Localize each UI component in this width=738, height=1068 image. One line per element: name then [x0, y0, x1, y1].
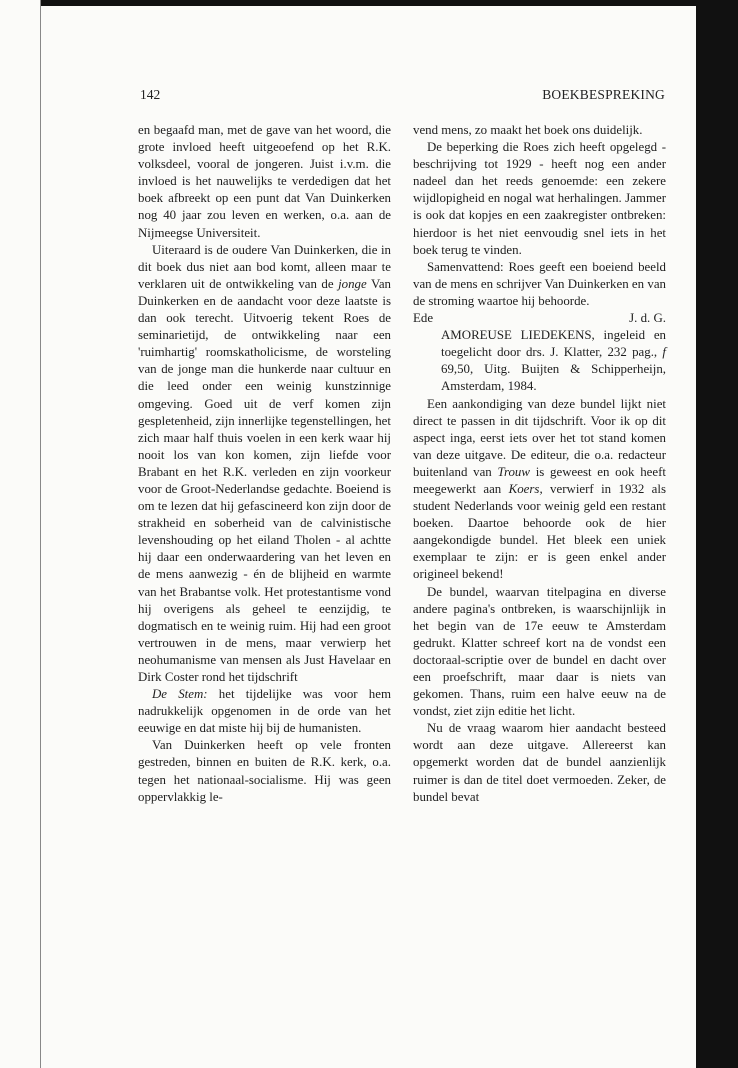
paragraph: Uiteraard is de oudere Van Duinkerken, die in dit boek dus niet aan bod komt, alleen maar te verklaren uit de ontwikkeling van de jonge Van Duinkerken en de aandacht voor deze laatste is dan ook terecht. Uitvoerig tekent Roes de seminarietijd, de ontwikkeling naar een 'ruimhartig' roomskatholicisme, de worsteling van de jonge man die hunkerde naar cultuur en die leed onder een weinig kunstzinnige omgeving. Goed uit de verf komen zijn gespletenheid, zijn innerlijke tegenstellingen, het zich maar half thuis voelen in een kerk waar hij nooit los van kon komen, zijn liefde voor Brabant en het R.K. verleden en zijn voorkeur voor de Groot-Nederlandse gedachte. Boeiend is om te lezen dat hij gefascineerd kon zijn door de strakheid en soberheid van de calvinistische levenshouding op het eiland Tholen - al achtte hij daar een onderwaardering van het leven en de mens aanwezig - én de blijheid en warmte van het Brabantse volk. Het protestantisme vond hij overigens als geheel te eenzijdig, te dogmatisch en te weinig ruim. Hij had een groot vertrouwen in de mens, maar verwierp het neohumanisme van mensen als Just Havelaar en Dirk Coster rond het tijdschrift: [138, 242, 391, 684]
paragraph: Van Duinkerken heeft op vele fronten gestreden, binnen en buiten de R.K. kerk, o.a. tegen het nationaal-socialisme. Hij was geen oppervlakkig le-: [138, 738, 391, 804]
book-review-heading: AMOREUSE LIEDEKENS, ingeleid en toegelicht door drs. J. Klatter, 232 pag., f 69,50, Uitg. Buijten & Schipperheijn, Amsterdam, 1984.: [441, 328, 666, 394]
signature-place: Ede: [413, 311, 434, 326]
scan-right-edge: [696, 0, 738, 1068]
paragraph: De beperking die Roes zich heeft opgelegd - beschrijving tot 1929 - heeft nog een ander nadeel dan het reeds genoemde: een zekere wijdlopigheid en nogal wat herhalingen. Jammer is ook dat kopjes en een zaakregister ontbreken: hierdoor is het niet eenvoudig snel iets in het boek terug te vinden.: [413, 140, 666, 257]
left-column: [138, 122, 391, 806]
right-column: [413, 122, 666, 806]
scan-left-edge: [40, 0, 41, 1068]
paragraph: De Stem: het tijdelijke was voor hem nadrukkelijk opgenomen in de orde van het eeuwige en dat miste hij bij de humanisten.: [138, 687, 391, 736]
paragraph: Een aankondiging van deze bundel lijkt niet direct te passen in dit tijdschrift. Voor ik op dit aspect inga, eerst iets over het tot stand komen van deze uitgave. De editeur, die o.a. redacteur buitenland van Trouw is geweest en ook heeft meegewerkt aan Koers, verwierf in 1932 als student Nederlands voor weinig geld een restant boeken. Daartoe behoorde ook de hier aangekondigde bundel. Het bleek een uniek exemplaar te zijn: er is geen enkel ander origineel bekend!: [413, 396, 666, 582]
paragraph: Nu de vraag waarom hier aandacht besteed wordt aan deze uitgave. Allereerst kan opgemerkt worden dat de bundel aanzienlijk ruimer is dan de titel doet vermoeden. Zeker, de bundel bevat: [413, 721, 666, 804]
scan-top-edge: [40, 0, 738, 6]
paragraph: en begaafd man, met de gave van het woord, die grote invloed heeft uitgeoefend op het R.K. volksdeel, vooral de jongeren. Juist i.v.m. die invloed is het nauwelijks te verdedigen dat het boek afbreekt op een punt dat Van Duinkerken nog 40 jaar zou leven en werken, o.a. aan de Nijmeegse Universiteit.: [138, 123, 391, 240]
paragraph: Samenvattend: Roes geeft een boeiend beeld van de mens en schrijver Van Duinkerken en van de stroming waartoe hij behoorde.: [413, 259, 666, 308]
paragraph: vend mens, zo maakt het boek ons duidelijk.: [413, 123, 643, 137]
review-signature: [413, 310, 666, 327]
paragraph: De bundel, waarvan titelpagina en diverse andere pagina's ontbreken, is waarschijnlijk in het begin van de 17e eeuw te Amsterdam gedrukt. Klatter schreef kort na de vondst een doctoraal-scriptie over de bundel en dacht over een proefschrift, maar daar is niets van gekomen. Thans, ruim een halve eeuw na de vondst, ziet zijn editie het licht.: [413, 584, 666, 719]
signature-initials: J. d. G.: [629, 311, 666, 326]
page-number: 142: [140, 87, 161, 102]
running-title: BOEKBESPREKING: [542, 87, 665, 102]
